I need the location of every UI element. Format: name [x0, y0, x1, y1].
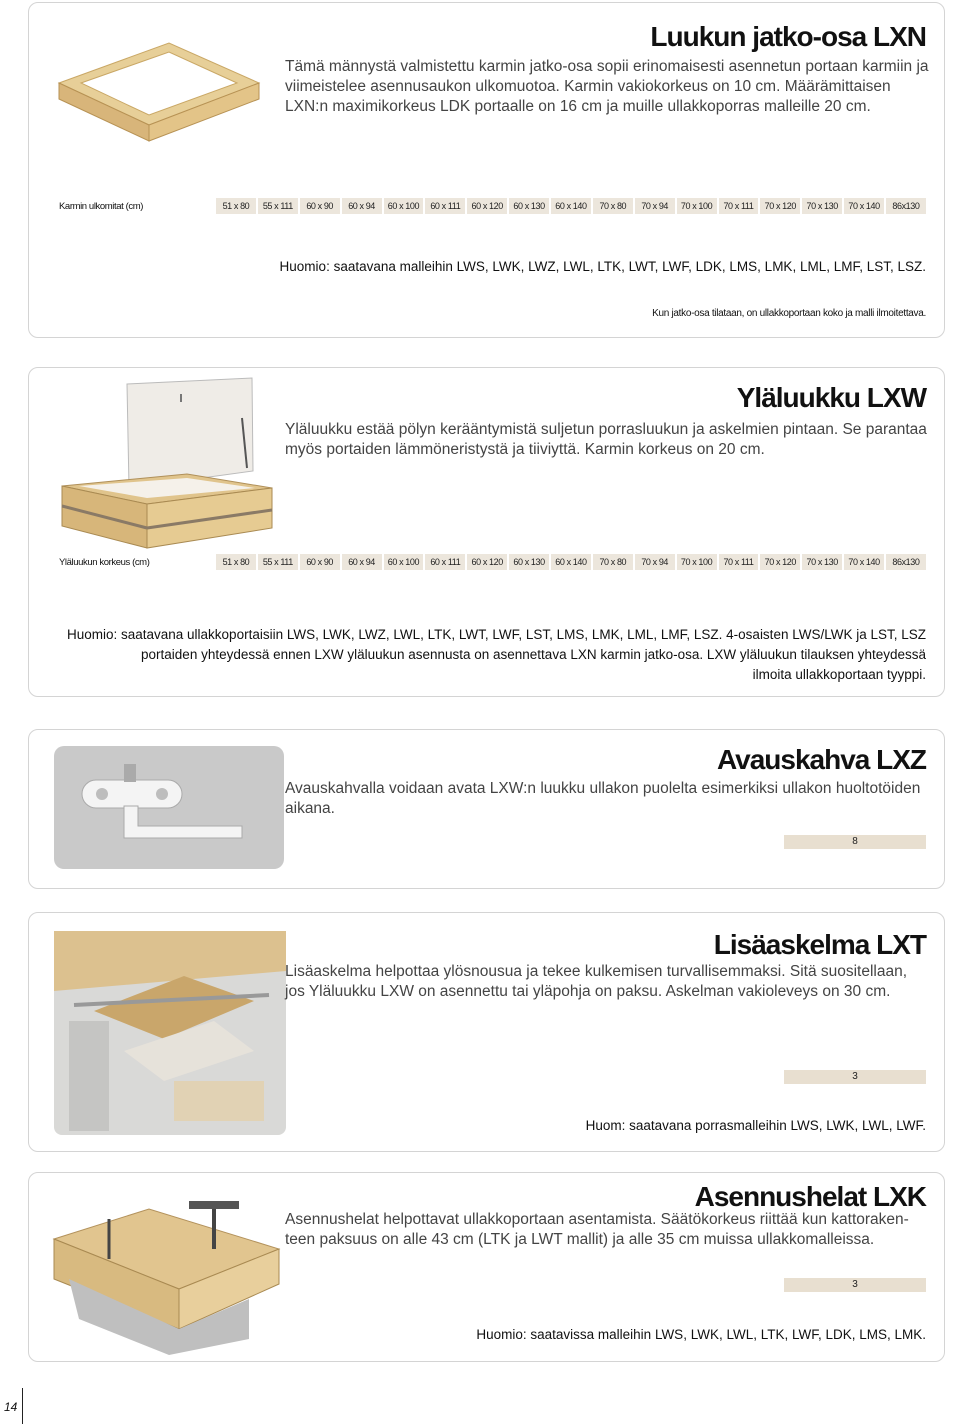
- section-title: Asennushelat LXK: [694, 1181, 926, 1212]
- quantity-value: 8: [784, 835, 926, 849]
- mounting-brackets-image: [49, 1179, 287, 1355]
- size-cell: 60 x 90: [298, 198, 340, 214]
- size-cell: 70 x 130: [800, 198, 842, 214]
- size-cell: 60 x 94: [340, 198, 382, 214]
- size-cell: 60 x 100: [382, 554, 424, 570]
- size-cell: 70 x 111: [717, 198, 759, 214]
- section-lxn: [28, 2, 945, 338]
- size-cells: [214, 554, 926, 570]
- extra-step-image: [54, 931, 286, 1135]
- size-cell: 70 x 140: [842, 198, 884, 214]
- size-cell: 60 x 94: [340, 554, 382, 570]
- size-cell: 60 x 120: [465, 554, 507, 570]
- availability-note: [46, 625, 926, 685]
- section-lxt: [28, 912, 945, 1152]
- order-note: Kun jatko-osa tilataan, on ullakkoportaan koko ja malli ilmoitettava.: [652, 308, 926, 319]
- section-title: Avauskahva LXZ: [716, 744, 926, 775]
- description-line: teen paksuus on alle 43 cm (LTK ja LWT mallit) ja alle 35 cm muissa ullakkomalleissa.: [285, 1231, 875, 1248]
- size-cell: 60 x 100: [382, 198, 424, 214]
- size-cell: 70 x 80: [591, 198, 633, 214]
- page-number: 14: [4, 1400, 18, 1414]
- note-line: Huomio: saatavana ullakkoportaisiin LWS, LWK, LWZ, LWL, LTK, LWT, LWF, LST, LMS, LMK, LML, LMF, LSZ. 4-osaisten LWS/LWK ja LST, LSZ: [66, 627, 926, 642]
- availability-note: Huomio: saatavissa malleihin LWS, LWK, LWL, LTK, LWF, LDK, LMS, LMK.: [476, 1327, 926, 1342]
- page-number-rule: [22, 1388, 23, 1424]
- size-table-label: Yläluukun korkeus (cm): [59, 557, 214, 568]
- size-cell: 55 x 111: [256, 198, 298, 214]
- section-description: Avauskahvalla voidaan avata LXW:n luukku ullakon puolelta esimerkiksi ullakon huoltotöiden aikana.: [285, 780, 921, 817]
- size-cell: 60 x 140: [549, 554, 591, 570]
- quantity-value: 3: [784, 1278, 926, 1292]
- section-lxz: [28, 729, 945, 889]
- section-description: Yläluukku estää pölyn kerääntymistä suljetun porrasluukun ja askelmien pintaan. Se parantaa myös portaiden lämmöneristystä ja tiiviyttä. Karmin korkeus on 20 cm.: [285, 421, 927, 458]
- section-description: Lisäaskelma helpottaa ylösnousua ja tekee kulkemisen turvallisemmaksi. Sitä suositellaan, jos Yläluukku LXW on asennettu tai yläpohja on paksu. Askelman vakioleveys on 30 cm.: [285, 963, 908, 1000]
- availability-note: Huom: saatavana porrasmalleihin LWS, LWK, LWL, LWF.: [585, 1118, 926, 1133]
- size-cell: 70 x 120: [758, 554, 800, 570]
- section-description: [285, 1210, 930, 1250]
- size-cell: 60 x 130: [507, 554, 549, 570]
- size-cell: 70 x 111: [717, 554, 759, 570]
- size-cell: 70 x 100: [675, 554, 717, 570]
- quantity-value: 3: [784, 1070, 926, 1084]
- size-cell: 51 x 80: [214, 554, 256, 570]
- size-cell: 51 x 80: [214, 198, 256, 214]
- size-cell: 60 x 90: [298, 554, 340, 570]
- size-cell: 70 x 130: [800, 554, 842, 570]
- size-table: [59, 196, 926, 216]
- section-description: Tämä männystä valmistettu karmin jatko-osa sopii erinomaisesti asennetun portaan karmiin ja viimeistelee asennusaukon ulkomuotoa. Karmin vakiokorkeus on 10 cm. Määrämittaisen LXN:n maximikorkeus LDK portaalle on 16 cm ja muille ullakkoporras malleille 20 cm.: [285, 58, 929, 115]
- size-cell: 70 x 94: [633, 554, 675, 570]
- size-cell: 60 x 111: [423, 554, 465, 570]
- note-line: ilmoita ullakkoportaan tyyppi.: [752, 667, 926, 682]
- size-cell: 70 x 100: [675, 198, 717, 214]
- section-title: Luukun jatko-osa LXN: [650, 21, 926, 52]
- size-cell: 60 x 111: [423, 198, 465, 214]
- size-table: [59, 552, 926, 572]
- size-cell: 70 x 120: [758, 198, 800, 214]
- size-cell: 86x130: [884, 198, 926, 214]
- frame-extension-image: [49, 33, 269, 153]
- section-title: Lisäaskelma LXT: [713, 929, 926, 960]
- section-lxk: [28, 1172, 945, 1362]
- size-cell: 60 x 120: [465, 198, 507, 214]
- size-cell: 70 x 94: [633, 198, 675, 214]
- section-title: Yläluukku LXW: [736, 382, 926, 413]
- size-cell: 70 x 80: [591, 554, 633, 570]
- section-lxw: [28, 367, 945, 697]
- availability-note: Huomio: saatavana malleihin LWS, LWK, LWZ, LWL, LTK, LWT, LWF, LDK, LMS, LMK, LML, LMF, LST, LSZ.: [279, 259, 926, 274]
- handle-image: [54, 746, 284, 869]
- size-cell: 70 x 140: [842, 554, 884, 570]
- size-cell: 55 x 111: [256, 554, 298, 570]
- size-cell: 60 x 140: [549, 198, 591, 214]
- top-hatch-image: [57, 376, 287, 551]
- size-table-label: Karmin ulkomitat (cm): [59, 201, 214, 212]
- size-cells: [214, 198, 926, 214]
- size-cell: 60 x 130: [507, 198, 549, 214]
- description-line: Asennushelat helpottavat ullakkoportaan asentamista. Säätökorkeus riittää kun kattoraken-: [285, 1211, 909, 1228]
- size-cell: 86x130: [884, 554, 926, 570]
- note-line: portaiden yhteydessä ennen LXW yläluukun asennusta on asennettava LXN karmin jatko-osa. LXW yläluukun tilauksen yhteydessä: [141, 647, 926, 662]
